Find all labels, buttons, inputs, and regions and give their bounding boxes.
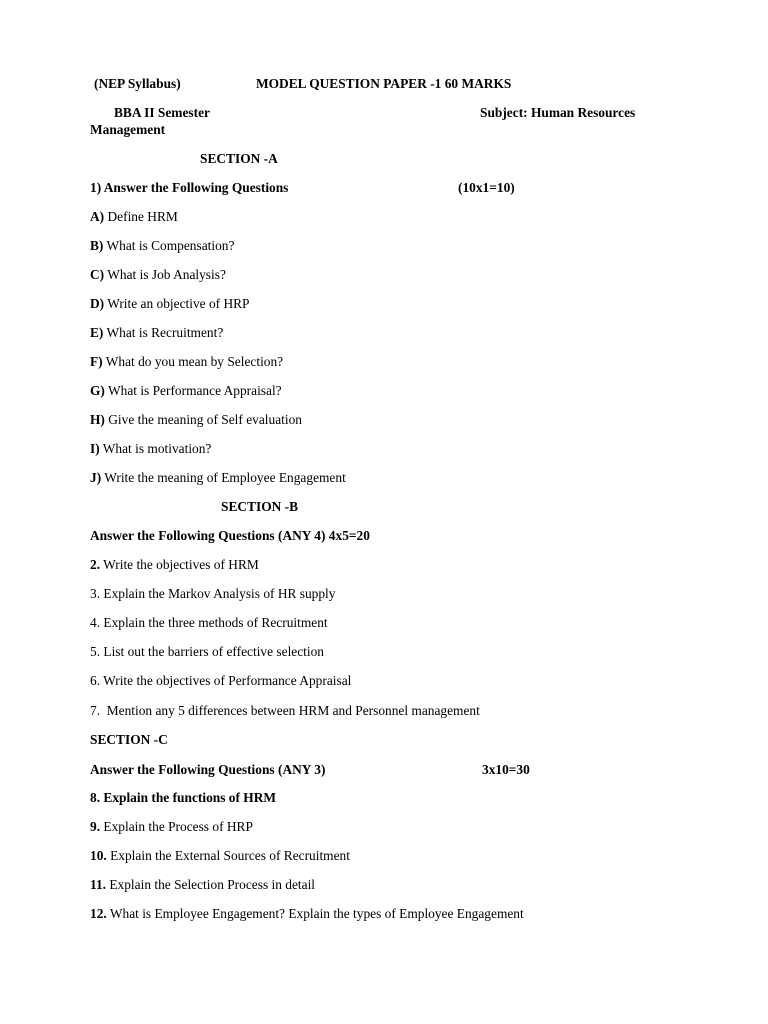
question-9 xyxy=(90,819,253,835)
question-text: Write an objective of HRP xyxy=(107,296,250,311)
subject-continuation: Management xyxy=(90,122,166,137)
question-5: 5. List out the barriers of effective selection xyxy=(90,644,325,659)
question-text: What is Job Analysis? xyxy=(107,267,226,282)
question-c xyxy=(90,267,226,283)
question-f xyxy=(90,354,283,370)
section-c-marks: 3x10=30 xyxy=(482,762,530,777)
question-label: 12. xyxy=(90,906,107,921)
question-label: A) xyxy=(90,209,105,224)
question-text: What is Compensation? xyxy=(106,238,235,253)
question-6: 6. Write the objectives of Performance Appraisal xyxy=(90,673,352,688)
question-d xyxy=(90,296,250,312)
syllabus-label: (NEP Syllabus) xyxy=(94,76,181,91)
section-b-title: SECTION -B xyxy=(221,499,299,514)
question-text: Define HRM xyxy=(107,209,178,224)
subject-label: Subject: Human Resources xyxy=(480,105,636,120)
question-10 xyxy=(90,848,350,864)
question-4: 4. Explain the three methods of Recruitment xyxy=(90,615,328,630)
question-text: Explain the Selection Process in detail xyxy=(109,877,316,892)
question-label: B) xyxy=(90,238,104,253)
question-text: Write the objectives of HRM xyxy=(103,557,259,572)
question-j xyxy=(90,470,346,486)
question-label: 9. xyxy=(90,819,101,834)
question-label: H) xyxy=(90,412,105,427)
section-a-title: SECTION -A xyxy=(200,151,278,166)
paper-title: MODEL QUESTION PAPER -1 60 MARKS xyxy=(256,76,512,91)
question-11 xyxy=(90,877,315,893)
question-b xyxy=(90,238,234,254)
question-label: 10. xyxy=(90,848,107,863)
question-text: Write the meaning of Employee Engagement xyxy=(104,470,346,485)
question-label: J) xyxy=(90,470,102,485)
question-label: 11. xyxy=(90,877,106,892)
question-label: 2. xyxy=(90,557,101,572)
semester-label: BBA II Semester xyxy=(114,105,210,120)
section-c-title: SECTION -C xyxy=(90,732,168,747)
section-c-instruction: Answer the Following Questions (ANY 3) xyxy=(90,762,326,777)
section-a-instruction: 1) Answer the Following Questions xyxy=(90,180,289,195)
question-text: What is Employee Engagement? Explain the types of Employee Engagement xyxy=(109,906,524,921)
question-text: Give the meaning of Self evaluation xyxy=(108,412,302,427)
question-h xyxy=(90,412,302,428)
section-a-marks: (10x1=10) xyxy=(458,180,515,195)
question-text: Explain the External Sources of Recruitment xyxy=(110,848,350,863)
section-b-instruction: Answer the Following Questions (ANY 4) 4x5=20 xyxy=(90,528,370,543)
question-text: What is motivation? xyxy=(102,441,212,456)
question-text: What do you mean by Selection? xyxy=(105,354,284,369)
question-label: E) xyxy=(90,325,104,340)
question-12 xyxy=(90,906,524,922)
question-text: What is Recruitment? xyxy=(106,325,224,340)
question-label: F) xyxy=(90,354,103,369)
question-2 xyxy=(90,557,259,573)
question-3: 3. Explain the Markov Analysis of HR supply xyxy=(90,586,336,601)
question-g xyxy=(90,383,282,399)
question-label: G) xyxy=(90,383,105,398)
question-i xyxy=(90,441,211,457)
question-text: What is Performance Appraisal? xyxy=(107,383,282,398)
question-e xyxy=(90,325,223,341)
question-label: C) xyxy=(90,267,105,282)
question-8: 8. Explain the functions of HRM xyxy=(90,790,276,805)
question-label: D) xyxy=(90,296,105,311)
question-text: Explain the Process of HRP xyxy=(103,819,253,834)
question-a xyxy=(90,209,178,225)
question-7: 7. Mention any 5 differences between HRM and Personnel management xyxy=(90,703,480,718)
question-label: I) xyxy=(90,441,100,456)
